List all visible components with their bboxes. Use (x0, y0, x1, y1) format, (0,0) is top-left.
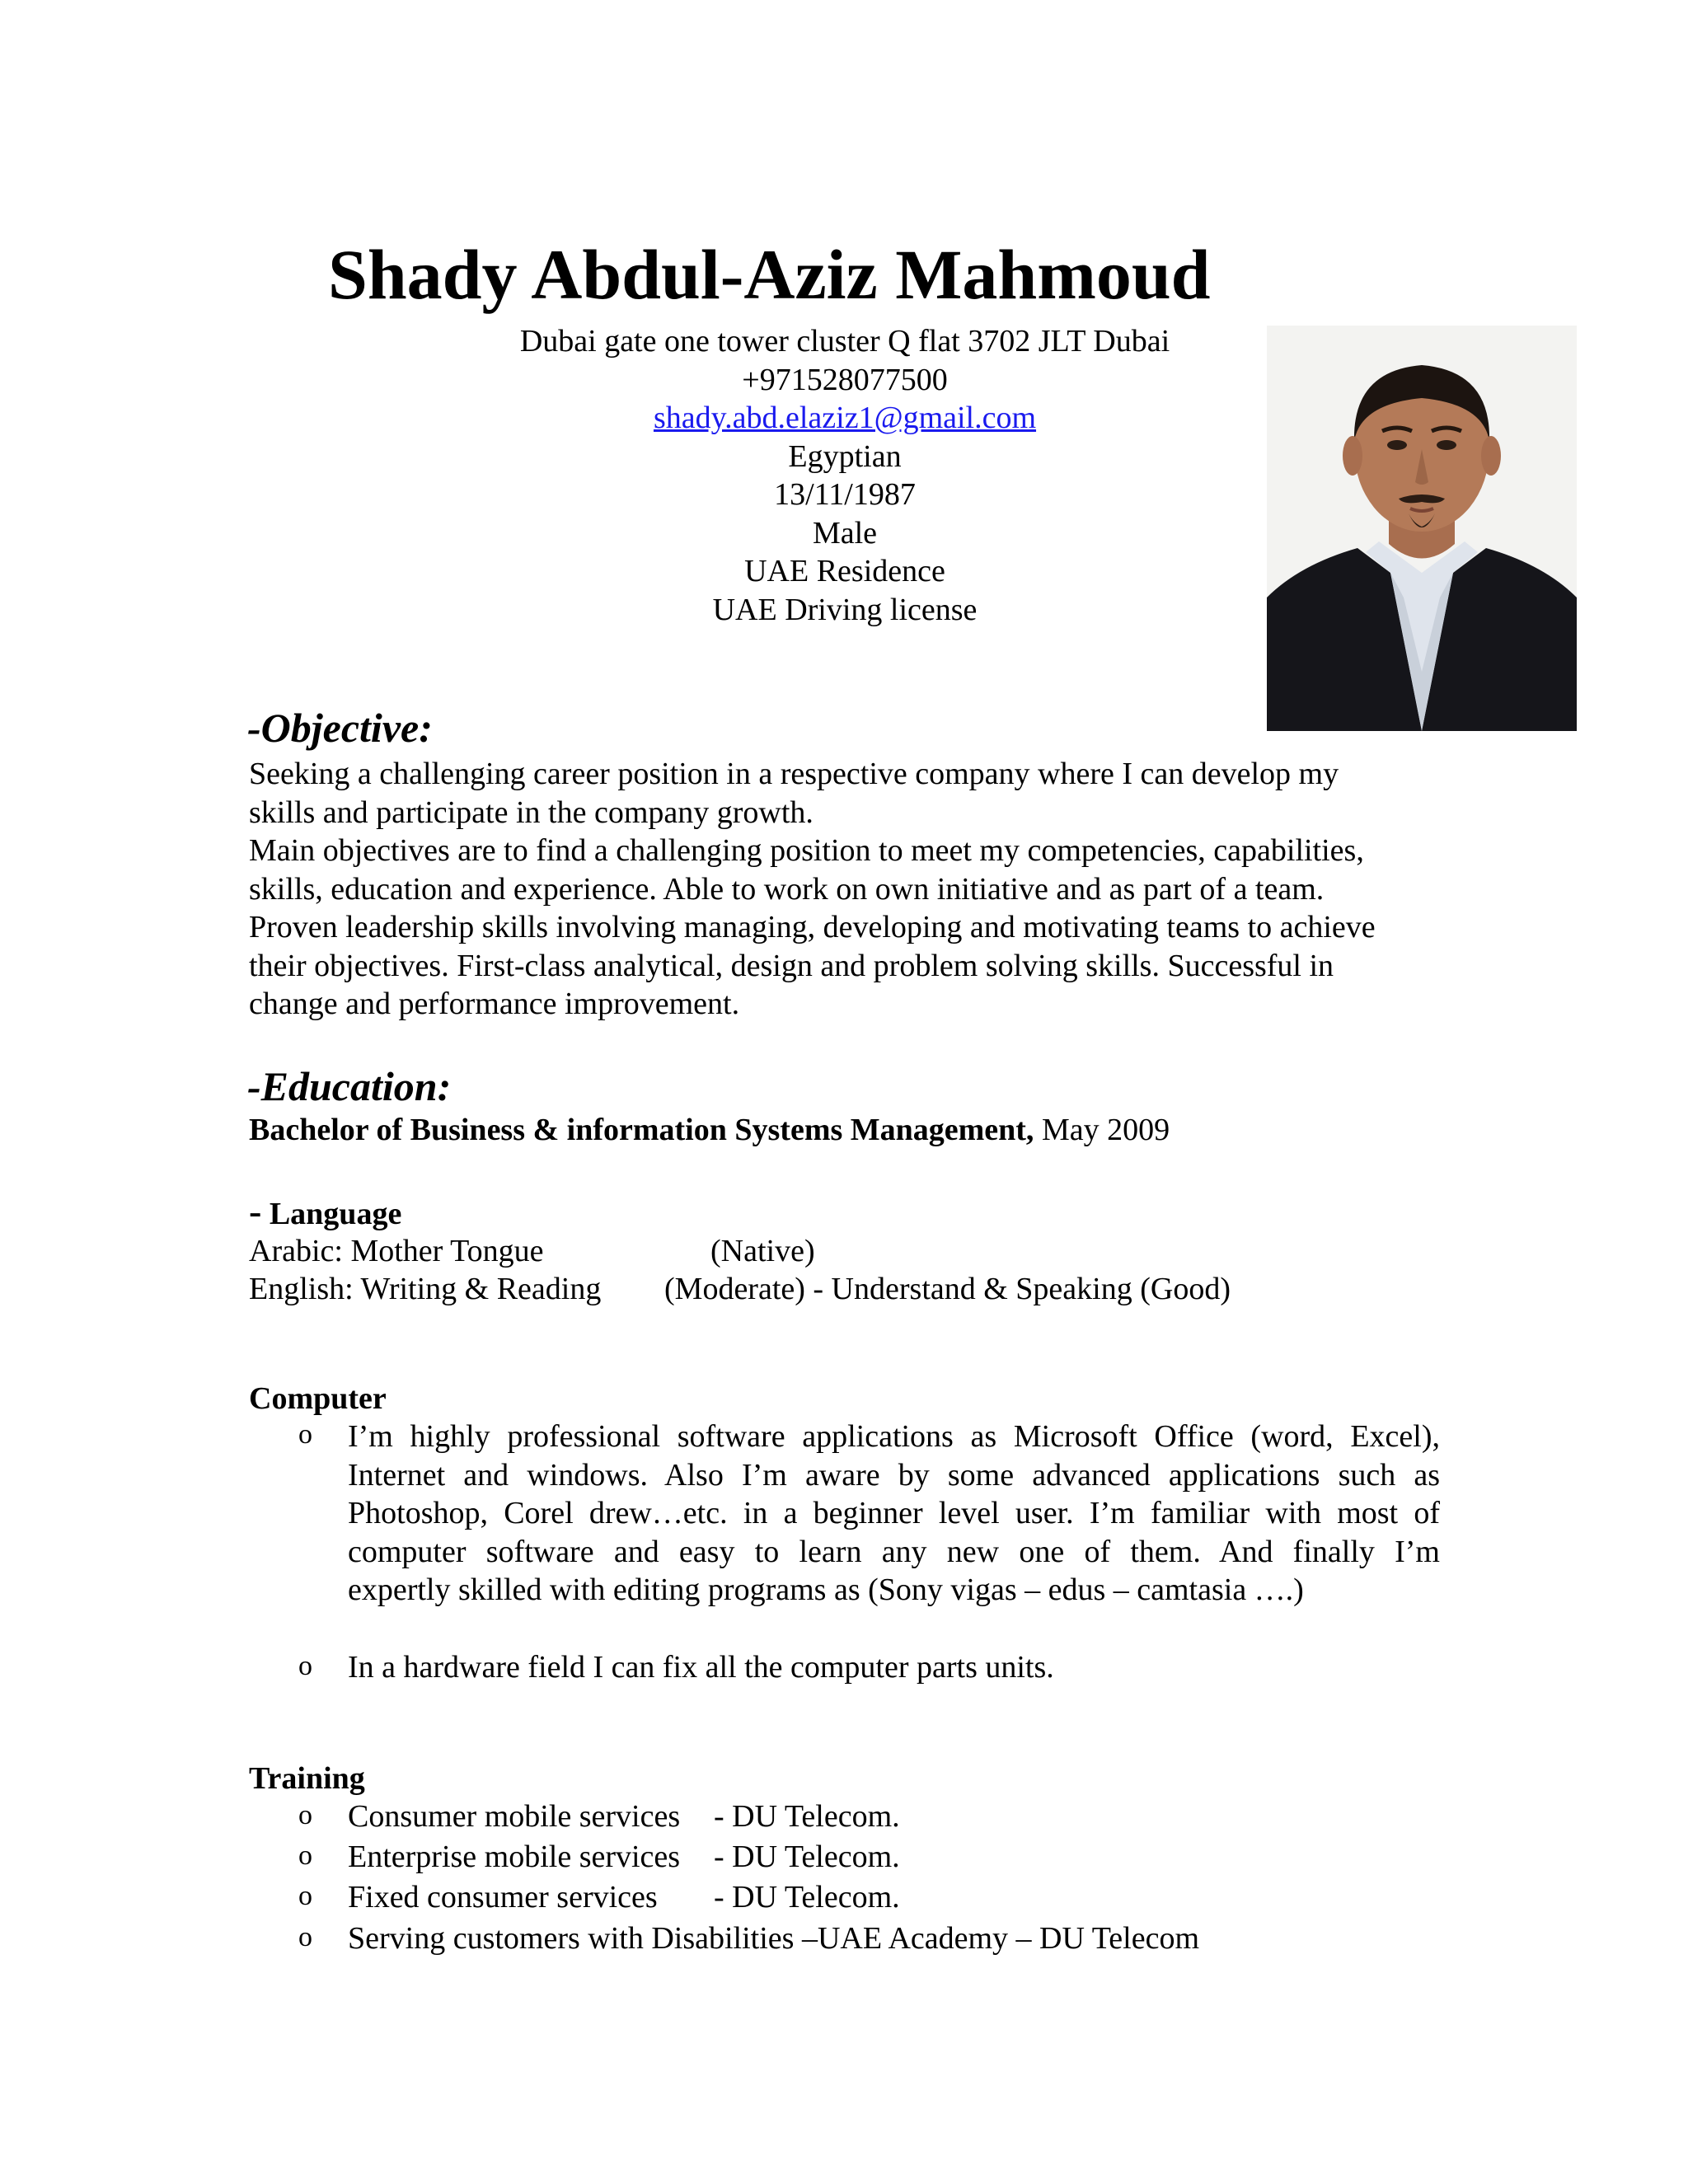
profile-photo (1267, 326, 1577, 731)
objective-text (249, 755, 1444, 1024)
computer-line: computer software and easy to learn any new one of them. And finally I’m (348, 1534, 1440, 1569)
training-provider: - DU Telecom. (714, 1799, 900, 1834)
license-line: UAE Driving license (712, 592, 978, 627)
computer-item-software (348, 1418, 1440, 1610)
objective-line: skills and participate in the company growth. (249, 794, 814, 830)
bullet-icon: o (298, 1800, 312, 1830)
objective-line: Proven leadership skills involving managing, developing and motivating teams to achieve (249, 910, 1376, 944)
objective-line: change and performance improvement. (249, 987, 740, 1021)
computer-line: expertly skilled with editing programs as (Sony vigas – edus – camtasia ….) (348, 1572, 1304, 1607)
degree-title: Bachelor of Business & information Systems Management, (249, 1113, 1034, 1147)
education-entry (249, 1111, 1170, 1150)
computer-line: I’m highly professional software applications as Microsoft Office (word, Excel), (348, 1419, 1440, 1454)
objective-heading: -Objective: (247, 705, 433, 751)
computer-line: Internet and windows. Also I’m aware by some advanced applications such as (348, 1457, 1440, 1493)
language-arabic-label: Arabic: Mother Tongue (249, 1234, 544, 1268)
gender-line: Male (812, 515, 878, 551)
language-dash: - (249, 1190, 262, 1232)
training-provider: - DU Telecom. (714, 1840, 900, 1874)
portrait-image (1267, 326, 1577, 731)
nationality-line: Egyptian (788, 438, 902, 474)
training-course: Serving customers with Disabilities –UAE Academy – DU Telecom (348, 1921, 1200, 1956)
language-heading-row (249, 1190, 402, 1233)
language-english-label: English: Writing & Reading (249, 1272, 602, 1306)
contact-block (462, 322, 1228, 629)
training-heading: Training (249, 1761, 365, 1796)
training-provider: - DU Telecom. (714, 1880, 900, 1915)
email-link[interactable]: shady.abd.elaziz1@gmail.com (653, 401, 1037, 435)
language-arabic-level: (Native) (710, 1234, 815, 1268)
bullet-icon: o (298, 1840, 312, 1871)
computer-line: Photoshop, Corel drew…etc. in a beginner level user. I’m familiar with most of (348, 1496, 1440, 1530)
training-course: Consumer mobile services (348, 1799, 681, 1834)
bullet-icon: o (298, 1922, 312, 1952)
objective-line: skills, education and experience. Able to work on own initiative and as part of a team. (249, 871, 1325, 907)
residence-line: UAE Residence (744, 554, 945, 588)
bullet-icon: o (298, 1651, 312, 1681)
bullet-icon: o (298, 1419, 312, 1450)
objective-line: Seeking a challenging career position in a respective company where I can develop my (249, 757, 1339, 791)
objective-line: their objectives. First-class analytical, design and problem solving skills. Successful in (249, 948, 1334, 983)
language-english-level: (Moderate) - Understand & Speaking (Good) (664, 1272, 1231, 1306)
bullet-icon: o (298, 1881, 312, 1911)
candidate-name: Shady Abdul-Aziz Mahmoud (328, 235, 1211, 314)
training-course: Fixed consumer services (348, 1880, 658, 1915)
computer-item-hardware: In a hardware field I can fix all the computer parts units. (348, 1650, 1054, 1685)
computer-heading: Computer (249, 1381, 387, 1416)
education-heading: -Education: (247, 1063, 452, 1109)
degree-date: May 2009 (1041, 1113, 1170, 1147)
phone-line: +971528077500 (742, 362, 948, 397)
language-heading: Language (269, 1197, 402, 1231)
address-line: Dubai gate one tower cluster Q flat 3702 JLT Dubai (519, 324, 1170, 359)
training-course: Enterprise mobile services (348, 1840, 681, 1874)
birthdate-line: 13/11/1987 (774, 477, 916, 512)
objective-line: Main objectives are to find a challenging position to meet my competencies, capabilities, (249, 833, 1364, 868)
